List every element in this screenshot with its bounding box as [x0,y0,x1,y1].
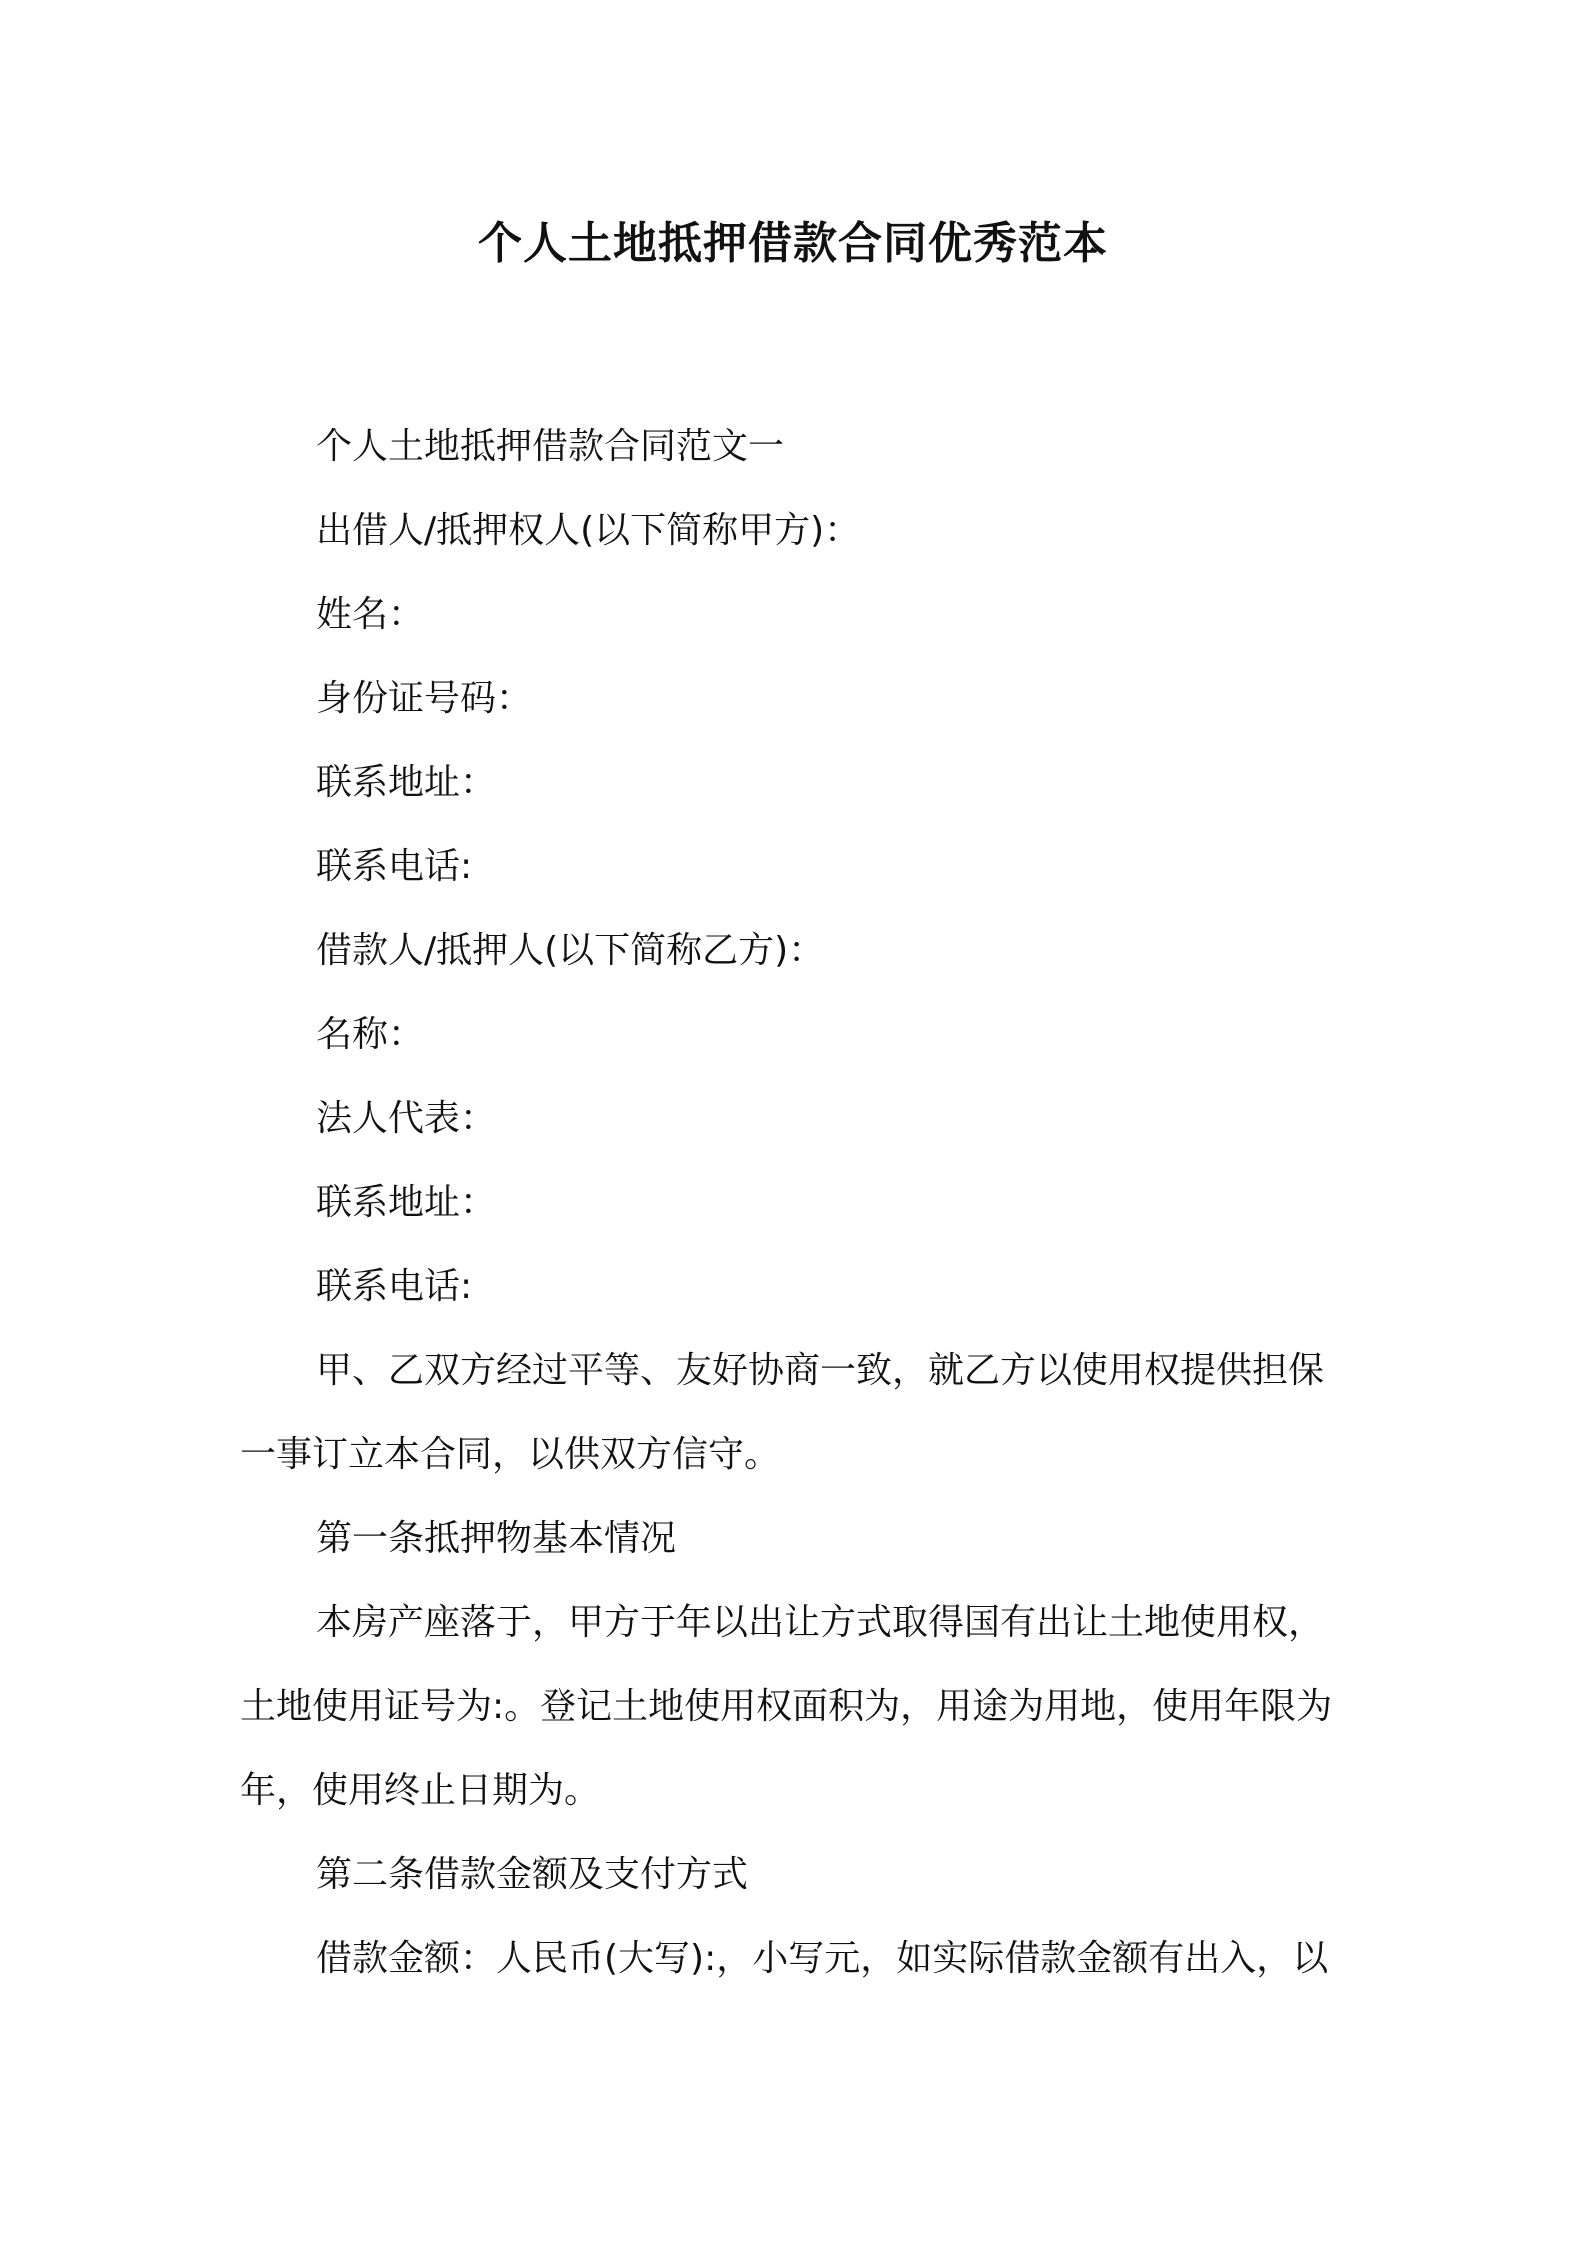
paragraph-article-one-heading: 第一条抵押物基本情况 [316,1518,677,1559]
paragraph-lender-name: 姓名： [316,594,425,635]
paragraph-lender-id: 身份证号码： [316,678,533,719]
paragraph-loan-amount: 借款金额：人民币(大写):，小写元，如实际借款金额有出入，以 [316,1938,1329,1979]
paragraph-borrower-phone: 联系电话: [316,1266,473,1307]
paragraph-article-two-heading: 第二条借款金额及支付方式 [316,1854,749,1895]
paragraph-borrower-representative: 法人代表： [316,1098,497,1139]
paragraph-borrower-address: 联系地址： [316,1182,497,1223]
paragraph-lender-heading: 出借人/抵押权人(以下简称甲方)： [316,510,861,551]
paragraph-lender-address: 联系地址： [316,762,497,803]
paragraph-lender-phone: 联系电话: [316,846,473,887]
paragraph-borrower-heading: 借款人/抵押人(以下简称乙方)： [316,930,825,971]
paragraph-article-one-body: 本房产座落于，甲方于年以出让方式取得国有出让土地使用权，土地使用证号为:。登记土地使用权面积为，用途为用地，使用年限为年，使用终止日期为。 [240,1602,1333,1811]
document-body [240,405,1358,2001]
paragraph-agreement-intro: 甲、乙双方经过平等、友好协商一致，就乙方以使用权提供担保一事订立本合同，以供双方信守。 [240,1350,1325,1475]
paragraph-borrower-name: 名称： [316,1014,425,1055]
document-title: 个人土地抵押借款合同优秀范本 [478,218,1108,269]
paragraph-section-heading: 个人土地抵押借款合同范文一 [316,426,785,467]
